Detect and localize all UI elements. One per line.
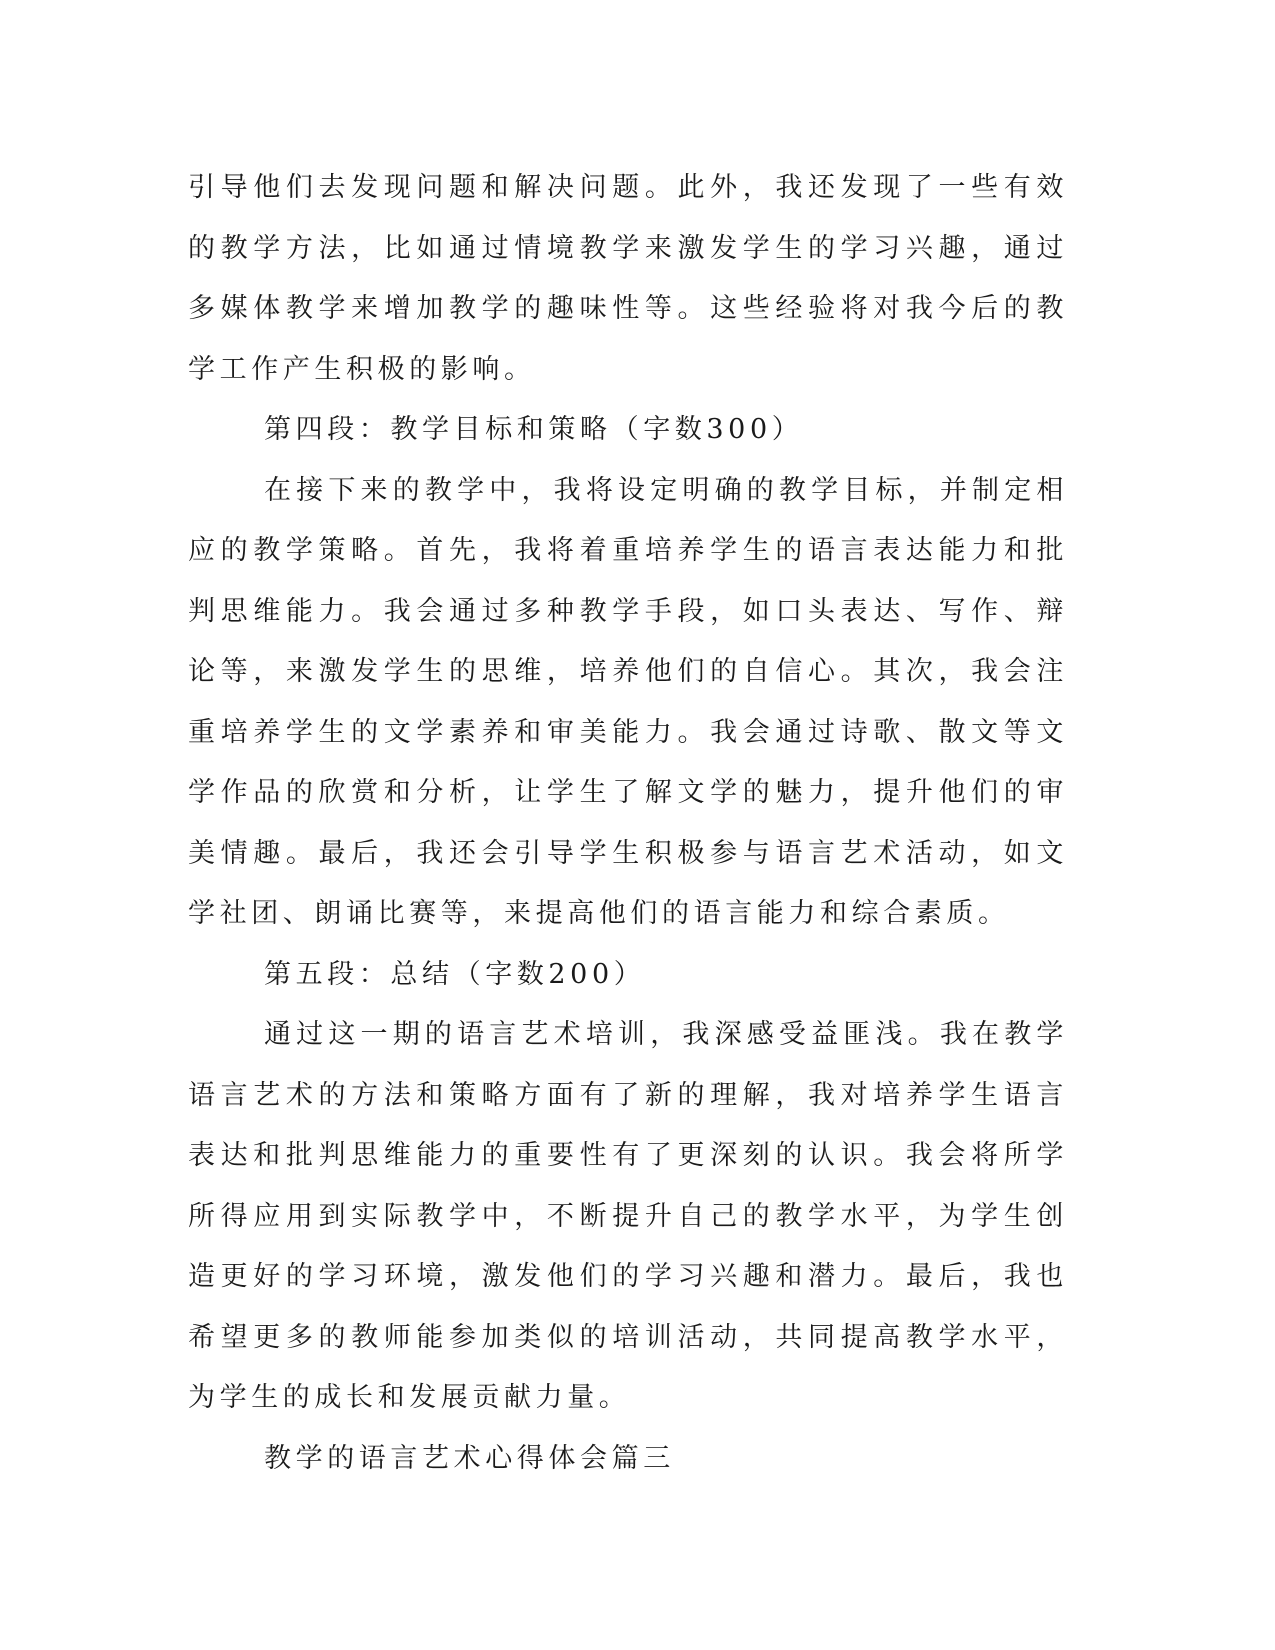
paragraph-teaching-goals: 在接下来的教学中，我将设定明确的教学目标，并制定相应的教学策略。首先，我将着重培养学生的语言表达能力和批判思维能力。我会通过多种教学手段，如口头表达、写作、辩论等，来激发学生的思维，培养他们的自信心。其次，我会注重培养学生的文学素养和审美能力。我会通过诗歌、散文等文学作品的欣赏和分析，让学生了解文学的魅力，提升他们的审美情趣。最后，我还会引导学生积极参与语言艺术活动，如文学社团、朗诵比赛等，来提高他们的语言能力和综合素质。: [188, 474, 1068, 929]
section-heading-5: 第五段：总结（字数200）: [264, 958, 646, 990]
article-title-part-3: 教学的语言艺术心得体会篇三: [264, 1442, 675, 1474]
document-body: [188, 158, 1068, 1489]
paragraph-summary: 通过这一期的语言艺术培训，我深感受益匪浅。我在教学语言艺术的方法和策略方面有了新的理解，我对培养学生语言表达和批判思维能力的重要性有了更深刻的认识。我会将所学所得应用到实际教学中，不断提升自己的教学水平，为学生创造更好的学习环境，激发他们的学习兴趣和潜力。最后，我也希望更多的教师能参加类似的培训活动，共同提高教学水平，为学生的成长和发展贡献力量。: [188, 1019, 1068, 1413]
section-heading-4: 第四段：教学目标和策略（字数300）: [264, 414, 804, 445]
paragraph-continuation: 引导他们去发现问题和解决问题。此外，我还发现了一些有效的教学方法，比如通过情境教学来激发学生的学习兴趣，通过多媒体教学来增加教学的趣味性等。这些经验将对我今后的教学工作产生积极的影响。: [188, 172, 1068, 385]
